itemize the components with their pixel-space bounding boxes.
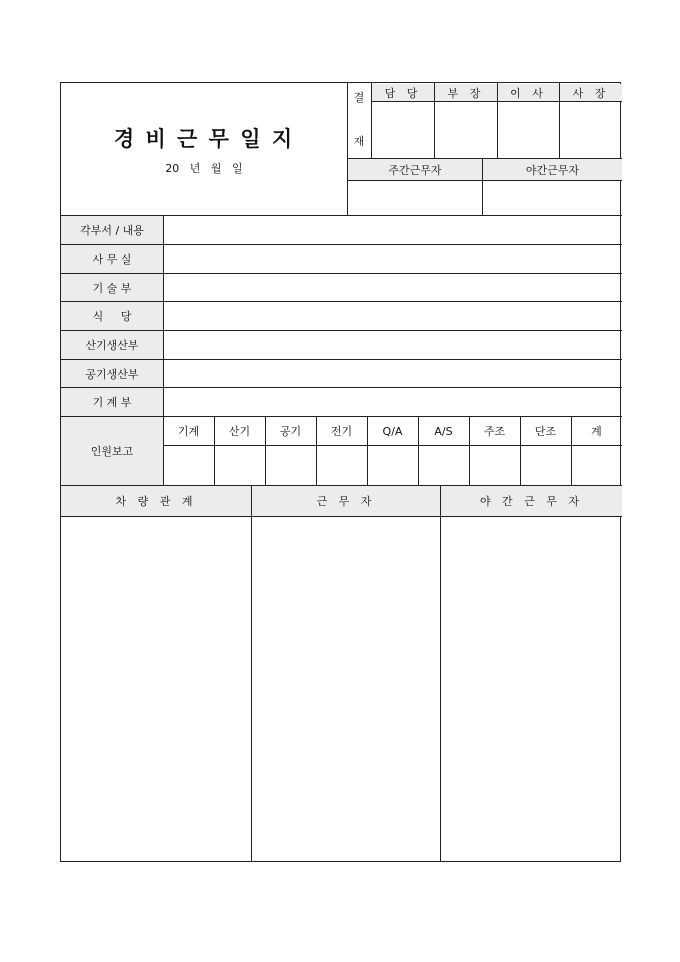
signature-box-staff[interactable] <box>372 102 434 158</box>
department-header-label: 각부서 / 내용 <box>61 216 163 244</box>
department-header-field[interactable] <box>164 216 622 244</box>
personnel-col-forging: 단조 <box>534 425 557 438</box>
approval-role-manager: 부 장 <box>435 84 497 101</box>
department-air-production: 공기생산부 <box>61 360 163 387</box>
night-shift-field[interactable] <box>483 181 622 215</box>
personnel-count-machinery[interactable] <box>164 446 214 485</box>
night-shift-label: 야간근무자 <box>483 159 622 180</box>
day-shift-field[interactable] <box>348 181 482 215</box>
personnel-count-casting[interactable] <box>470 446 520 485</box>
day-shift-label: 주간근무자 <box>348 159 482 180</box>
department-technical-field[interactable] <box>164 274 622 301</box>
personnel-col-casting: 주조 <box>483 425 506 438</box>
department-cafeteria: 식 당 <box>61 302 163 330</box>
signature-box-director[interactable] <box>498 102 559 158</box>
date-line: 20 년 월 일 <box>165 162 243 175</box>
approval-role-staff: 담 당 <box>372 84 434 101</box>
personnel-report-label: 인원보고 <box>61 417 163 485</box>
department-machinery-field[interactable] <box>164 388 622 416</box>
department-cafeteria-field[interactable] <box>164 302 622 330</box>
department-industrial-production-field[interactable] <box>164 331 622 359</box>
vehicle-section-field[interactable] <box>61 517 251 861</box>
personnel-count-qa[interactable] <box>368 446 418 485</box>
department-industrial-production: 산기생산부 <box>61 331 163 359</box>
worker-section-header: 근 무 자 <box>252 486 440 516</box>
personnel-count-industrial[interactable] <box>215 446 265 485</box>
worker-section-field[interactable] <box>252 517 440 861</box>
personnel-col-total: 계 <box>591 425 602 438</box>
personnel-count-electric[interactable] <box>317 446 367 485</box>
personnel-col-machinery: 기계 <box>177 425 200 438</box>
personnel-col-industrial: 산기 <box>228 425 251 438</box>
department-machinery: 기 계 부 <box>61 388 163 416</box>
department-office-field[interactable] <box>164 245 622 273</box>
personnel-col-electric: 전기 <box>330 425 353 438</box>
personnel-count-forging[interactable] <box>521 446 571 485</box>
approval-label-top: 결 <box>353 91 365 104</box>
personnel-count-as[interactable] <box>419 446 469 485</box>
department-technical: 기 술 부 <box>61 274 163 301</box>
vehicle-section-header: 차 량 관 계 <box>61 486 251 516</box>
personnel-col-qa: Q/A <box>382 424 403 438</box>
department-office: 사 무 실 <box>61 245 163 273</box>
personnel-count-total[interactable] <box>572 446 622 485</box>
approval-role-president: 사 장 <box>560 84 622 101</box>
department-air-production-field[interactable] <box>164 360 622 387</box>
duty-log-form <box>60 82 621 862</box>
signature-box-president[interactable] <box>560 102 622 158</box>
signature-box-manager[interactable] <box>435 102 497 158</box>
night-worker-section-field[interactable] <box>441 517 622 861</box>
approval-label-bottom: 재 <box>353 135 365 148</box>
night-worker-section-header: 야 간 근 무 자 <box>441 486 622 516</box>
form-title: 경 비 근 무 일 지 <box>113 126 295 151</box>
personnel-count-air[interactable] <box>266 446 316 485</box>
personnel-col-air: 공기 <box>279 425 302 438</box>
approval-role-director: 이 사 <box>498 84 559 101</box>
personnel-col-as: A/S <box>434 424 453 438</box>
